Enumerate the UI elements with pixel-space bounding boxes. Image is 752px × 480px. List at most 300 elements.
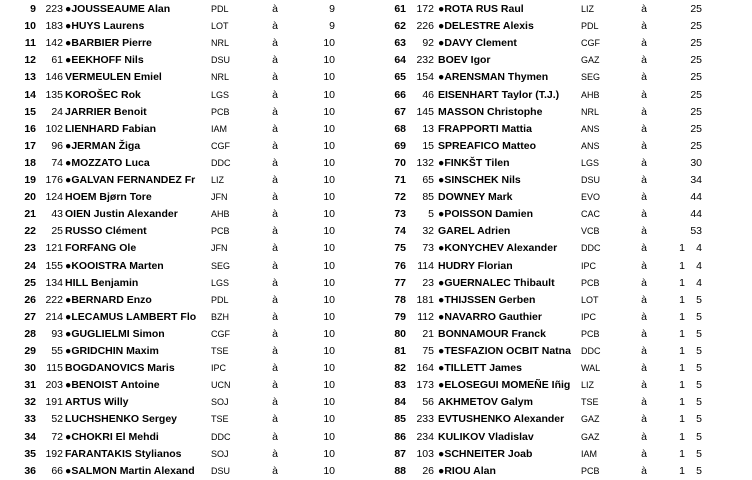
team-code: IAM — [581, 448, 598, 459]
time-minutes: 1 — [679, 276, 685, 289]
team-code: JFN — [211, 192, 228, 203]
rank: 85 — [394, 413, 406, 426]
bib-number: 172 — [416, 3, 434, 15]
bib-number: 132 — [416, 156, 434, 169]
time-gap: 10 — [323, 396, 335, 409]
time-gap: 10 — [323, 447, 335, 460]
rider-name: ●ARENSMAN Thymen — [438, 71, 549, 84]
rank: 18 — [24, 156, 36, 169]
rank: 71 — [394, 174, 406, 186]
rider-name: ●SALMON Martin Alexand — [65, 464, 195, 477]
time-gap: 10 — [323, 225, 335, 238]
time-separator: à — [641, 156, 647, 169]
rank: 75 — [394, 242, 406, 255]
rider-name: ●BERNARD Enzo — [65, 293, 152, 306]
time-seconds: 5 — [696, 379, 702, 392]
time-gap: 10 — [323, 413, 335, 426]
time-gap: 10 — [323, 174, 335, 186]
time-separator: à — [272, 293, 278, 306]
team-code: GAZ — [581, 414, 600, 425]
rider-name: OIEN Justin Alexander — [65, 208, 178, 221]
team-code: VCB — [581, 226, 600, 237]
rider-name: ●THIJSSEN Gerben — [438, 293, 536, 306]
time-gap: 10 — [323, 156, 335, 169]
rider-name: ●KONYCHEV Alexander — [438, 242, 558, 255]
rider-name: HUDRY Florian — [438, 259, 513, 272]
team-code: LGS — [211, 277, 230, 288]
rider-name: ●GALVAN FERNANDEZ Fr — [65, 174, 196, 186]
rank: 26 — [24, 293, 36, 306]
team-code: PCB — [581, 465, 600, 476]
rank: 32 — [24, 396, 36, 409]
bib-number: 173 — [416, 379, 434, 392]
time-gap: 10 — [323, 191, 335, 204]
time-separator: à — [272, 345, 278, 357]
team-code: EVO — [581, 192, 601, 203]
rank: 12 — [24, 54, 36, 67]
time-separator: à — [272, 310, 278, 323]
bib-number: 74 — [51, 156, 63, 169]
time-seconds: 25 — [690, 105, 702, 118]
table-row — [0, 326, 752, 343]
bib-number: 32 — [422, 225, 434, 238]
team-code: LGS — [581, 157, 600, 168]
team-code: PCB — [581, 328, 600, 339]
time-separator: à — [641, 464, 647, 477]
time-separator: à — [272, 139, 278, 152]
rider-name: KULIKOV Vladislav — [438, 430, 534, 443]
rider-name: RUSSO Clément — [65, 225, 147, 238]
rank: 21 — [24, 208, 36, 221]
bib-number: 223 — [45, 3, 63, 15]
bib-number: 75 — [422, 345, 434, 357]
bib-number: 203 — [45, 379, 63, 392]
rank: 70 — [394, 156, 406, 169]
table-row — [0, 52, 752, 69]
time-minutes: 1 — [679, 242, 685, 255]
team-code: NRL — [581, 106, 600, 117]
bib-number: 181 — [416, 293, 434, 306]
rider-name: ●FINKŠT Tilen — [438, 156, 510, 169]
time-separator: à — [641, 362, 647, 375]
time-gap: 10 — [323, 37, 335, 50]
time-seconds: 5 — [696, 464, 702, 477]
time-seconds: 5 — [696, 447, 702, 460]
rank: 62 — [394, 20, 406, 33]
time-separator: à — [272, 208, 278, 221]
rank: 64 — [394, 54, 406, 67]
rider-name: ●JOUSSEAUME Alan — [65, 3, 171, 15]
time-separator: à — [272, 20, 278, 33]
team-code: CGF — [211, 140, 230, 151]
bib-number: 55 — [51, 345, 63, 357]
team-code: ANS — [581, 123, 600, 134]
time-seconds: 25 — [690, 139, 702, 152]
time-minutes: 1 — [679, 259, 685, 272]
bib-number: 21 — [422, 327, 434, 340]
time-separator: à — [272, 327, 278, 340]
time-separator: à — [272, 362, 278, 375]
team-code: PCB — [211, 226, 230, 237]
table-row — [0, 446, 752, 463]
table-row — [0, 1, 752, 18]
team-code: IAM — [211, 123, 228, 134]
time-separator: à — [641, 276, 647, 289]
rank: 13 — [24, 71, 36, 84]
rider-name: ●GUERNALEC Thibault — [438, 276, 555, 289]
team-code: LIZ — [581, 4, 595, 14]
time-separator: à — [641, 37, 647, 50]
team-code: PCB — [211, 106, 230, 117]
time-separator: à — [641, 20, 647, 33]
rider-name: EISENHART Taylor (T.J.) — [438, 88, 560, 101]
team-code: LGS — [211, 89, 230, 100]
table-row — [0, 309, 752, 326]
rank: 66 — [394, 88, 406, 101]
team-code: IPC — [581, 311, 597, 322]
team-code: UCN — [211, 380, 231, 391]
rider-name: DOWNEY Mark — [438, 191, 513, 204]
bib-number: 226 — [416, 20, 434, 33]
time-separator: à — [641, 345, 647, 357]
time-separator: à — [272, 259, 278, 272]
team-code: AHB — [581, 89, 600, 100]
rider-name: ●HUYS Laurens — [65, 20, 145, 33]
bib-number: 23 — [422, 276, 434, 289]
rider-name: ●RIOU Alan — [438, 464, 496, 477]
bib-number: 72 — [51, 430, 63, 443]
time-seconds: 4 — [696, 276, 702, 289]
team-code: SOJ — [211, 397, 229, 408]
bib-number: 24 — [51, 105, 63, 118]
team-code: ANS — [581, 140, 600, 151]
rank: 34 — [24, 430, 36, 443]
team-code: TSE — [581, 397, 599, 408]
rider-name: ●JERMAN Žiga — [65, 139, 141, 152]
rank: 27 — [24, 310, 36, 323]
bib-number: 176 — [45, 174, 63, 186]
time-seconds: 5 — [696, 310, 702, 323]
rank: 82 — [394, 362, 406, 375]
bib-number: 61 — [51, 54, 63, 67]
bib-number: 56 — [422, 396, 434, 409]
time-separator: à — [272, 430, 278, 443]
team-code: DSU — [211, 465, 231, 476]
bib-number: 142 — [45, 37, 63, 50]
rank: 72 — [394, 191, 406, 204]
time-separator: à — [272, 396, 278, 409]
time-seconds: 5 — [696, 327, 702, 340]
rank: 16 — [24, 122, 36, 135]
rank: 35 — [24, 447, 36, 460]
rider-name: ●SCHNEITER Joab — [438, 447, 533, 460]
table-row — [0, 258, 752, 275]
bib-number: 164 — [416, 362, 434, 375]
table-row — [0, 87, 752, 104]
bib-number: 222 — [45, 293, 63, 306]
rank: 80 — [394, 327, 406, 340]
team-code: LIZ — [211, 175, 225, 185]
team-code: NRL — [211, 38, 230, 49]
team-code: GAZ — [581, 431, 600, 442]
time-separator: à — [641, 413, 647, 426]
bib-number: 135 — [45, 88, 63, 101]
rider-name: BOGDANOVICS Maris — [65, 362, 175, 375]
time-gap: 10 — [323, 293, 335, 306]
table-row — [0, 18, 752, 35]
rank: 74 — [394, 225, 406, 238]
time-separator: à — [272, 88, 278, 101]
time-separator: à — [641, 88, 647, 101]
rank: 88 — [394, 464, 406, 477]
time-separator: à — [272, 105, 278, 118]
time-separator: à — [641, 225, 647, 238]
table-row — [0, 121, 752, 138]
rider-name: MASSON Christophe — [438, 105, 543, 118]
bib-number: 92 — [422, 37, 434, 50]
team-code: SEG — [581, 72, 601, 83]
rider-name: ●ROTA RUS Raul — [438, 3, 524, 15]
time-gap: 10 — [323, 71, 335, 84]
time-separator: à — [272, 464, 278, 477]
time-minutes: 1 — [679, 310, 685, 323]
bib-number: 66 — [51, 464, 63, 477]
time-seconds: 34 — [690, 174, 702, 186]
rank: 14 — [24, 88, 36, 101]
table-row — [0, 223, 752, 240]
time-separator: à — [272, 3, 278, 15]
rank: 19 — [24, 174, 36, 186]
rank: 22 — [24, 225, 36, 238]
rider-name: ARTUS Willy — [65, 396, 129, 409]
rider-name: AKHMETOV Galym — [438, 396, 533, 409]
time-separator: à — [641, 105, 647, 118]
table-row — [0, 429, 752, 446]
table-row — [0, 155, 752, 172]
bib-number: 145 — [416, 105, 434, 118]
time-gap: 10 — [323, 259, 335, 272]
time-separator: à — [641, 139, 647, 152]
time-seconds: 25 — [690, 37, 702, 50]
team-code: PDL — [211, 294, 229, 305]
time-separator: à — [641, 3, 647, 15]
team-code: DDC — [581, 346, 601, 356]
time-separator: à — [641, 259, 647, 272]
rider-name: KOROŠEC Rok — [65, 88, 141, 101]
time-minutes: 1 — [679, 413, 685, 426]
time-gap: 10 — [323, 430, 335, 443]
time-gap: 10 — [323, 105, 335, 118]
table-row — [0, 463, 752, 480]
rider-name: SPREAFICO Matteo — [438, 139, 537, 152]
time-minutes: 1 — [679, 327, 685, 340]
rider-name: EVTUSHENKO Alexander — [438, 413, 565, 426]
rank: 83 — [394, 379, 406, 392]
time-separator: à — [641, 191, 647, 204]
rider-name: JARRIER Benoit — [65, 105, 147, 118]
bib-number: 234 — [416, 430, 434, 443]
table-row — [0, 275, 752, 292]
bib-number: 52 — [51, 413, 63, 426]
rank: 76 — [394, 259, 406, 272]
time-seconds: 5 — [696, 413, 702, 426]
team-code: DSU — [581, 175, 601, 185]
bib-number: 25 — [51, 225, 63, 238]
time-minutes: 1 — [679, 396, 685, 409]
time-gap: 10 — [323, 464, 335, 477]
bib-number: 43 — [51, 208, 63, 221]
time-seconds: 25 — [690, 3, 702, 15]
time-separator: à — [641, 208, 647, 221]
bib-number: 124 — [45, 191, 63, 204]
rider-name: HOEM Bjørn Tore — [65, 191, 152, 204]
rank: 30 — [24, 362, 36, 375]
rider-name: VERMEULEN Emiel — [65, 71, 162, 84]
team-code: PDL — [211, 4, 229, 14]
table-row — [0, 394, 752, 411]
bib-number: 134 — [45, 276, 63, 289]
bib-number: 183 — [45, 20, 63, 33]
time-minutes: 1 — [679, 464, 685, 477]
time-seconds: 30 — [690, 156, 702, 169]
table-row — [0, 69, 752, 86]
time-seconds: 25 — [690, 122, 702, 135]
time-separator: à — [641, 293, 647, 306]
rank: 24 — [24, 259, 36, 272]
time-separator: à — [272, 156, 278, 169]
time-separator: à — [641, 310, 647, 323]
bib-number: 154 — [416, 71, 434, 84]
rider-name: FARANTAKIS Stylianos — [65, 447, 182, 460]
time-separator: à — [641, 122, 647, 135]
time-minutes: 1 — [679, 447, 685, 460]
rider-name: FORFANG Ole — [65, 242, 137, 255]
time-seconds: 25 — [690, 71, 702, 84]
time-seconds: 5 — [696, 430, 702, 443]
time-gap: 10 — [323, 208, 335, 221]
rank: 17 — [24, 139, 36, 152]
rank: 31 — [24, 379, 36, 392]
bib-number: 155 — [45, 259, 63, 272]
table-row — [0, 104, 752, 121]
rider-name: ●EEKHOFF Nils — [65, 54, 144, 67]
rank: 63 — [394, 37, 406, 50]
rider-name: LUCHSHENKO Sergey — [65, 413, 178, 426]
time-gap: 10 — [323, 242, 335, 255]
time-seconds: 5 — [696, 345, 702, 357]
team-code: AHB — [211, 209, 230, 220]
time-separator: à — [272, 447, 278, 460]
time-minutes: 1 — [679, 345, 685, 357]
time-separator: à — [272, 71, 278, 84]
team-code: LIZ — [581, 380, 595, 391]
bib-number: 191 — [45, 396, 63, 409]
rank: 29 — [24, 345, 36, 357]
time-gap: 10 — [323, 310, 335, 323]
team-code: BZH — [211, 311, 229, 322]
time-separator: à — [641, 327, 647, 340]
team-code: DDC — [211, 431, 231, 442]
time-minutes: 1 — [679, 430, 685, 443]
bib-number: 13 — [422, 122, 434, 135]
team-code: CGF — [211, 328, 230, 339]
rider-name: ●TESFAZION OCBIT Natna — [438, 345, 571, 357]
rank: 11 — [24, 37, 36, 50]
team-code: LOT — [211, 21, 229, 32]
team-code: DDC — [211, 157, 231, 168]
bib-number: 103 — [416, 447, 434, 460]
time-gap: 9 — [329, 3, 335, 15]
rank: 25 — [24, 276, 36, 289]
team-code: TSE — [211, 346, 229, 356]
rank: 15 — [24, 105, 36, 118]
team-code: CGF — [581, 38, 600, 49]
bib-number: 65 — [422, 174, 434, 186]
rider-name: ●ELOSEGUI MOMEÑE Iñig — [438, 379, 571, 392]
time-minutes: 1 — [679, 293, 685, 306]
rank: 77 — [394, 276, 406, 289]
bib-number: 102 — [45, 122, 63, 135]
bib-number: 5 — [428, 208, 434, 221]
rider-name: ●MOZZATO Luca — [65, 156, 150, 169]
time-minutes: 1 — [679, 362, 685, 375]
time-minutes: 1 — [679, 379, 685, 392]
team-code: GAZ — [581, 55, 600, 66]
rank: 86 — [394, 430, 406, 443]
rank: 23 — [24, 242, 36, 255]
time-gap: 10 — [323, 362, 335, 375]
rank: 9 — [30, 3, 36, 15]
time-seconds: 4 — [696, 242, 702, 255]
time-separator: à — [641, 379, 647, 392]
bib-number: 114 — [417, 259, 434, 272]
rank: 65 — [394, 71, 406, 84]
team-code: IPC — [211, 363, 227, 374]
time-separator: à — [641, 447, 647, 460]
bib-number: 232 — [416, 54, 434, 67]
team-code: LOT — [581, 294, 599, 305]
time-gap: 10 — [323, 122, 335, 135]
team-code: TSE — [211, 414, 229, 425]
rider-name: ●KOOISTRA Marten — [65, 259, 164, 272]
bib-number: 115 — [46, 362, 63, 375]
bib-number: 233 — [416, 413, 434, 426]
team-code: SOJ — [211, 448, 229, 459]
time-separator: à — [272, 122, 278, 135]
time-gap: 10 — [323, 276, 335, 289]
rider-name: FRAPPORTI Mattia — [438, 122, 532, 135]
table-row — [0, 172, 752, 189]
rider-name: BOEV Igor — [438, 54, 491, 67]
rider-name: ●NAVARRO Gauthier — [438, 310, 542, 323]
time-seconds: 44 — [690, 191, 702, 204]
table-row — [0, 411, 752, 428]
time-separator: à — [641, 54, 647, 67]
time-separator: à — [641, 71, 647, 84]
time-gap: 10 — [323, 379, 335, 392]
bib-number: 93 — [51, 327, 63, 340]
bib-number: 192 — [45, 447, 63, 460]
team-code: NRL — [211, 72, 230, 83]
rider-name: ●CHOKRI El Mehdi — [65, 430, 159, 443]
time-separator: à — [272, 54, 278, 67]
time-gap: 10 — [323, 139, 335, 152]
team-code: DDC — [581, 243, 601, 254]
time-separator: à — [272, 37, 278, 50]
time-separator: à — [272, 276, 278, 289]
rider-name: ●DAVY Clement — [438, 37, 517, 50]
table-row — [0, 138, 752, 155]
